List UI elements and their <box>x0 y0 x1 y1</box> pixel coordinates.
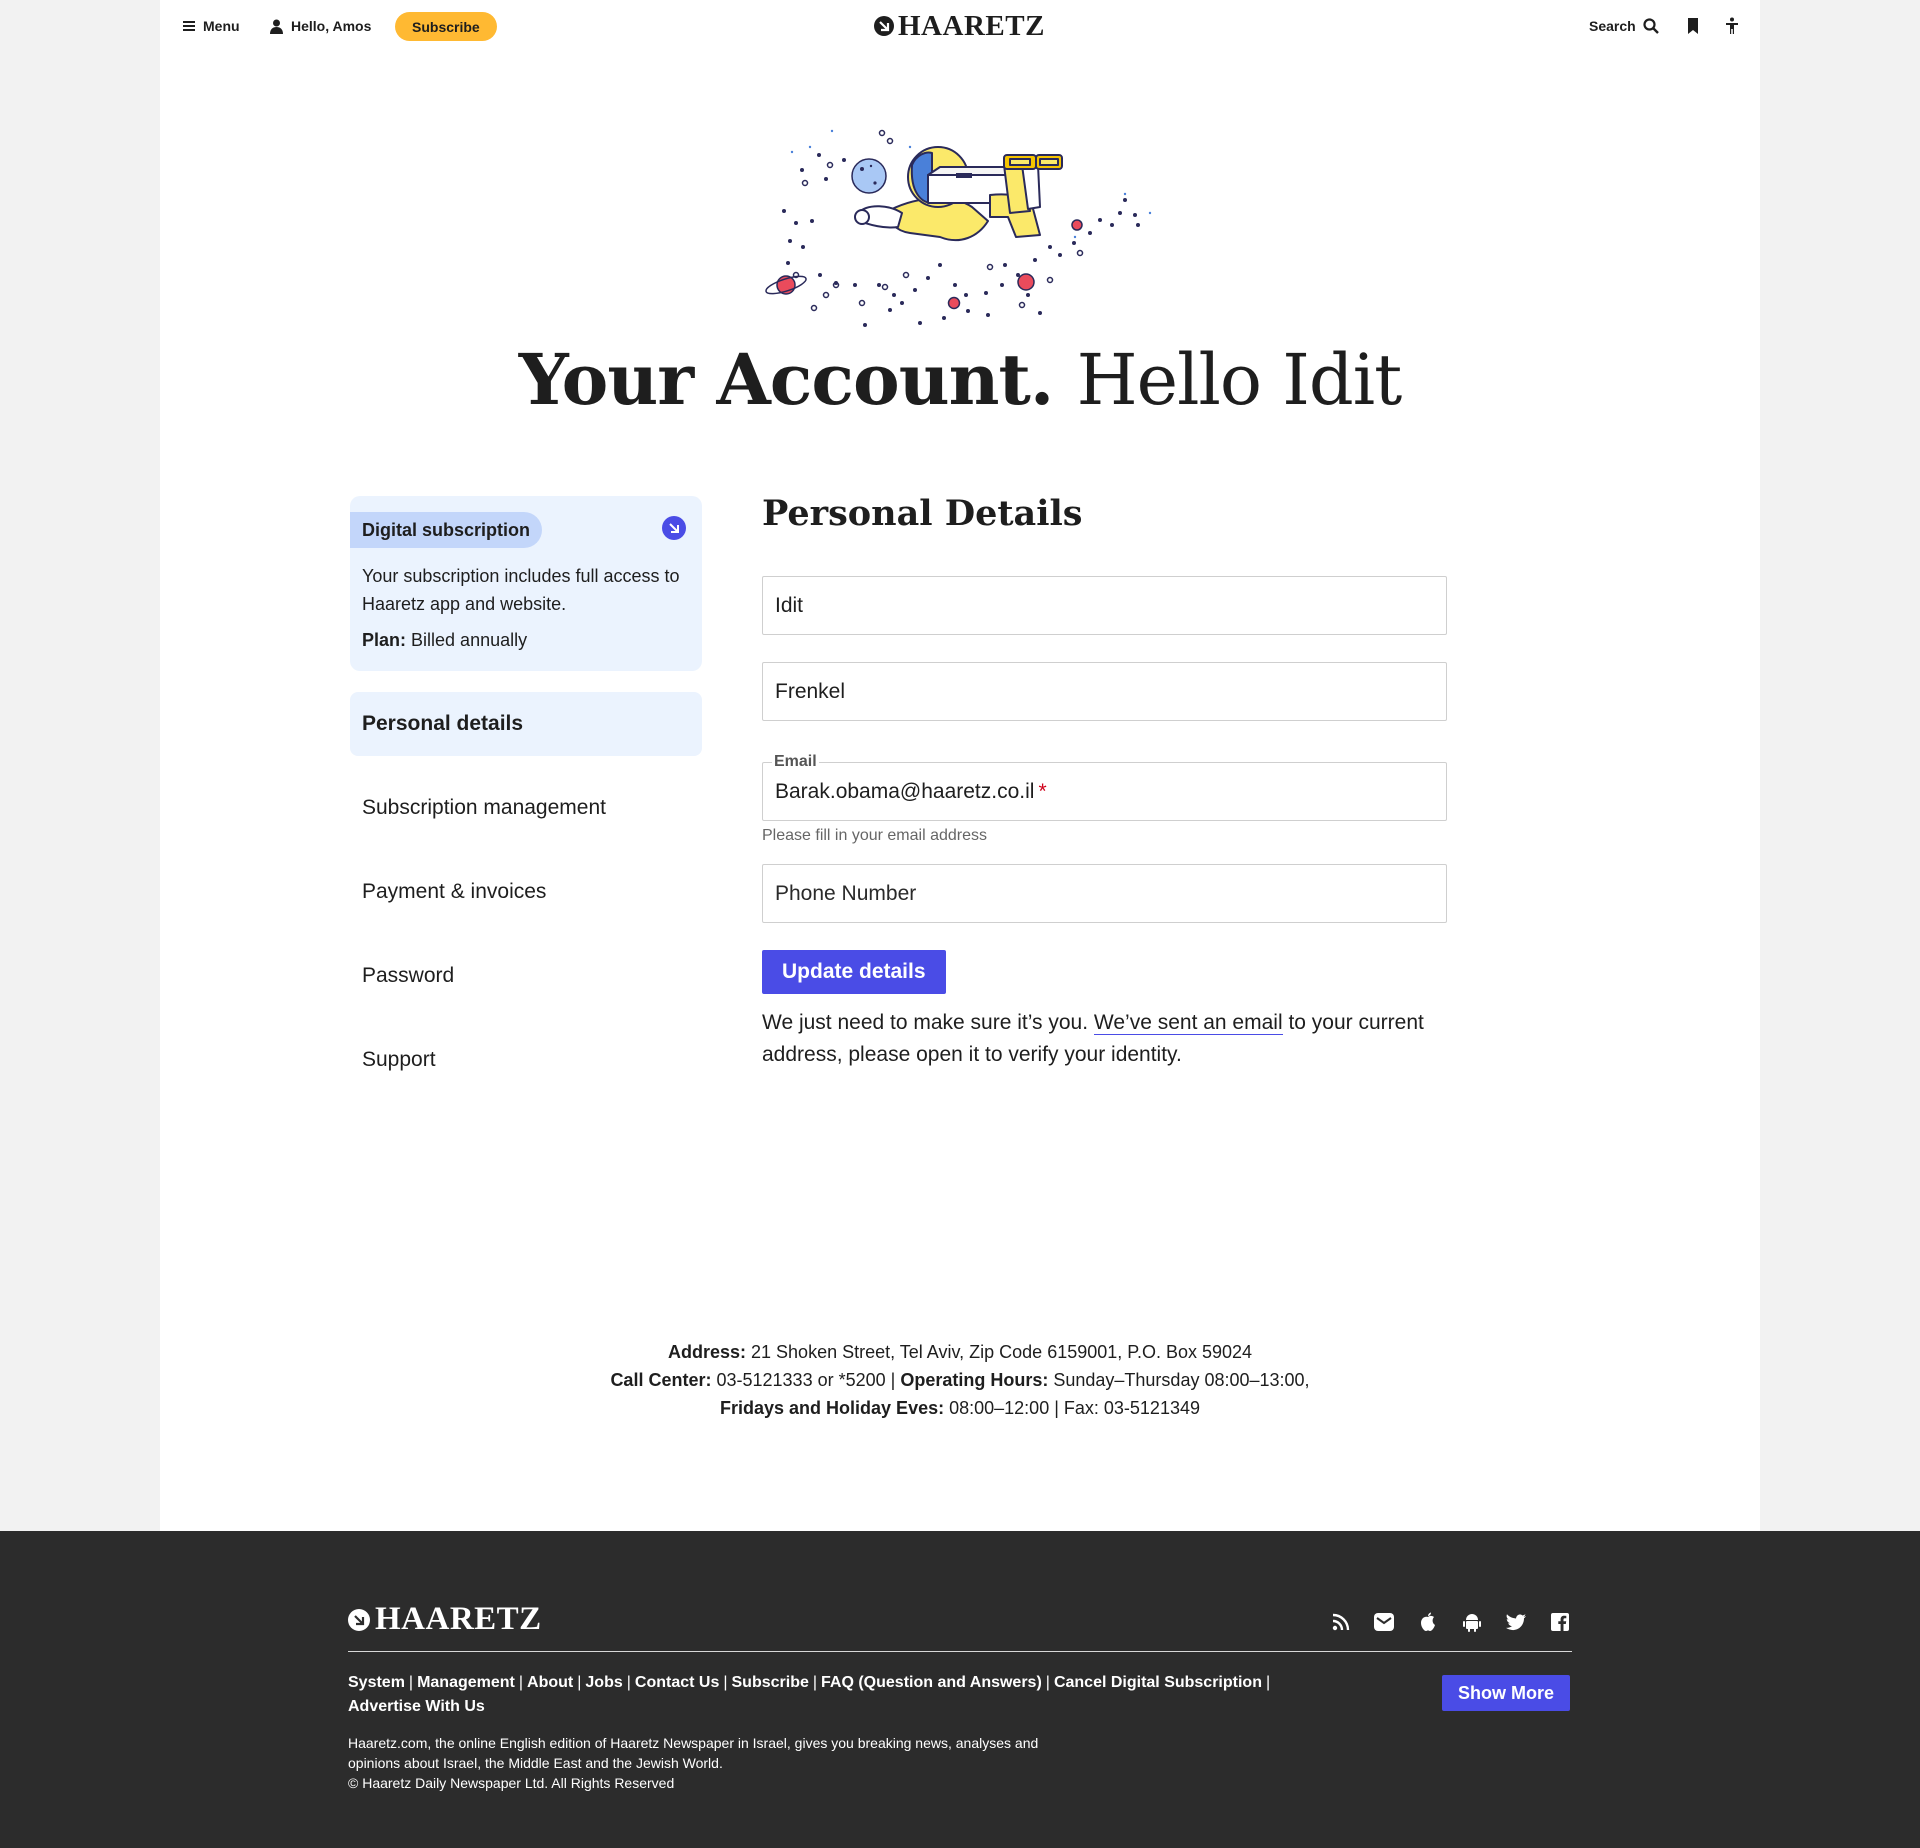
search-label: Search <box>1589 18 1636 34</box>
email-label: Email <box>774 753 817 770</box>
footer-about <box>348 1733 1088 1793</box>
search-button[interactable] <box>1589 0 1659 52</box>
fridays-label: Fridays and Holiday Eves: <box>720 1398 945 1418</box>
footer-link-contact-us[interactable]: Contact Us <box>634 1674 720 1691</box>
logo-text: HAARETZ <box>898 9 1045 42</box>
link-separator: | <box>408 1674 414 1691</box>
address-label: Address: <box>667 1342 746 1362</box>
last-name-field[interactable] <box>762 662 1447 721</box>
footer-link-management[interactable]: Management <box>417 1674 515 1691</box>
menu-button[interactable] <box>183 0 240 52</box>
footer-link-subscribe[interactable]: Subscribe <box>731 1674 809 1691</box>
user-greeting-button[interactable] <box>270 0 371 52</box>
page-title-greeting: Hello Idit <box>1076 339 1402 421</box>
operating-hours-label: Operating Hours: <box>900 1370 1049 1390</box>
call-center-value: 03-5121333 or *5200 | <box>716 1370 896 1390</box>
menu-label: Menu <box>203 18 240 34</box>
sidebar-item-subscription-management[interactable]: Subscription management <box>362 796 606 819</box>
footer-link-cancel-subscription[interactable]: Cancel Digital Subscription <box>1053 1674 1262 1691</box>
footer-copyright: © Haaretz Daily Newspaper Ltd. All Rights Reserved <box>348 1775 675 1791</box>
apple-icon[interactable] <box>1417 1611 1439 1633</box>
email-value: Barak.obama@haaretz.co.il <box>775 779 1035 803</box>
first-name-value: Idit <box>775 593 804 617</box>
user-greeting-label: Hello, Amos <box>291 18 372 34</box>
footer-links <box>348 1671 1288 1719</box>
bookmark-button[interactable] <box>1687 0 1699 52</box>
call-center-label: Call Center: <box>610 1370 712 1390</box>
footer-link-advertise[interactable]: Advertise With Us <box>348 1698 485 1715</box>
verify-text-post: to your current address, please open it to verify your identity. <box>762 1011 1424 1066</box>
link-separator: | <box>812 1674 818 1691</box>
user-icon <box>270 19 283 34</box>
link-separator: | <box>626 1674 631 1691</box>
phone-number-field[interactable] <box>762 864 1447 923</box>
operating-hours-value: Sunday–Thursday 08:00–13:00, <box>1053 1370 1310 1390</box>
plan-value: Billed annually <box>411 630 528 650</box>
subscription-plan <box>362 630 527 651</box>
mail-icon[interactable] <box>1373 1611 1395 1633</box>
address-value: 21 Shoken Street, Tel Aviv, Zip Code 6159001, P.O. Box 59024 <box>751 1342 1253 1362</box>
footer-logo-icon <box>348 1609 370 1631</box>
contact-info <box>160 1338 1760 1422</box>
page-title-strong: Your Account. <box>518 338 1054 421</box>
call-center-line <box>160 1366 1760 1394</box>
link-separator: | <box>577 1674 582 1691</box>
rss-icon[interactable] <box>1330 1611 1352 1633</box>
page-container <box>160 0 1760 1531</box>
verification-message <box>762 1007 1462 1071</box>
subscription-description: Your subscription includes full access to Haaretz app and website. <box>362 566 680 614</box>
top-bar <box>160 0 1760 52</box>
haaretz-badge-icon <box>662 516 686 540</box>
subscription-card <box>350 496 702 671</box>
plan-label: Plan: <box>362 630 407 650</box>
show-more-button[interactable]: Show More <box>1442 1675 1570 1711</box>
first-name-field[interactable] <box>762 576 1447 635</box>
footer-logo[interactable] <box>348 1601 542 1638</box>
facebook-icon[interactable] <box>1549 1611 1571 1633</box>
fridays-value: 08:00–12:00 | Fax: 03-5121349 <box>949 1398 1200 1418</box>
required-mark: * <box>1038 779 1047 803</box>
sent-email-link[interactable]: We’ve sent an email <box>1093 1011 1283 1034</box>
astronaut-illustration <box>740 125 1180 335</box>
bookmark-icon <box>1687 18 1699 34</box>
update-details-button[interactable]: Update details <box>762 950 946 994</box>
fridays-line <box>160 1394 1760 1422</box>
haaretz-logo-icon <box>874 16 894 36</box>
footer-description: Haaretz.com, the online English edition of Haaretz Newspaper in Israel, gives you breaking news, analyses and opinions about Israel, the Middle East and the Jewish World. <box>348 1735 1039 1771</box>
section-title: Personal Details <box>762 493 1083 534</box>
menu-icon <box>183 21 195 31</box>
sidebar-item-personal-details[interactable]: Personal details <box>350 692 702 756</box>
accessibility-button[interactable] <box>1726 0 1738 52</box>
email-field[interactable] <box>762 762 1447 821</box>
email-hint: Please fill in your email address <box>762 827 987 844</box>
link-separator: | <box>518 1674 524 1691</box>
phone-number-placeholder: Phone Number <box>775 881 917 905</box>
link-separator: | <box>723 1674 728 1691</box>
link-separator: | <box>1265 1674 1271 1691</box>
haaretz-logo[interactable] <box>874 0 1045 52</box>
subscription-badge: Digital subscription <box>350 512 542 548</box>
verify-text-pre: We just need to make sure it’s you. <box>762 1011 1089 1034</box>
footer-link-faq[interactable]: FAQ (Question and Answers) <box>821 1674 1042 1691</box>
footer-link-jobs[interactable]: Jobs <box>585 1674 623 1691</box>
sidebar-item-payment-invoices[interactable]: Payment & invoices <box>362 880 547 903</box>
address-line <box>160 1338 1760 1366</box>
sidebar-item-password[interactable]: Password <box>362 964 455 987</box>
accessibility-icon <box>1726 17 1738 35</box>
last-name-value: Frenkel <box>775 679 846 703</box>
footer-logo-text: HAARETZ <box>375 1601 542 1637</box>
footer-link-about[interactable]: About <box>527 1674 574 1691</box>
search-icon <box>1643 18 1659 34</box>
footer-divider <box>348 1651 1572 1652</box>
twitter-icon[interactable] <box>1505 1611 1527 1633</box>
link-separator: | <box>1045 1674 1050 1691</box>
android-icon[interactable] <box>1461 1611 1483 1633</box>
footer <box>0 1531 1920 1848</box>
footer-link-system[interactable]: System <box>348 1674 405 1691</box>
subscribe-button[interactable]: Subscribe <box>395 12 497 41</box>
page-title <box>160 338 1760 421</box>
sidebar-item-support[interactable]: Support <box>362 1048 436 1071</box>
